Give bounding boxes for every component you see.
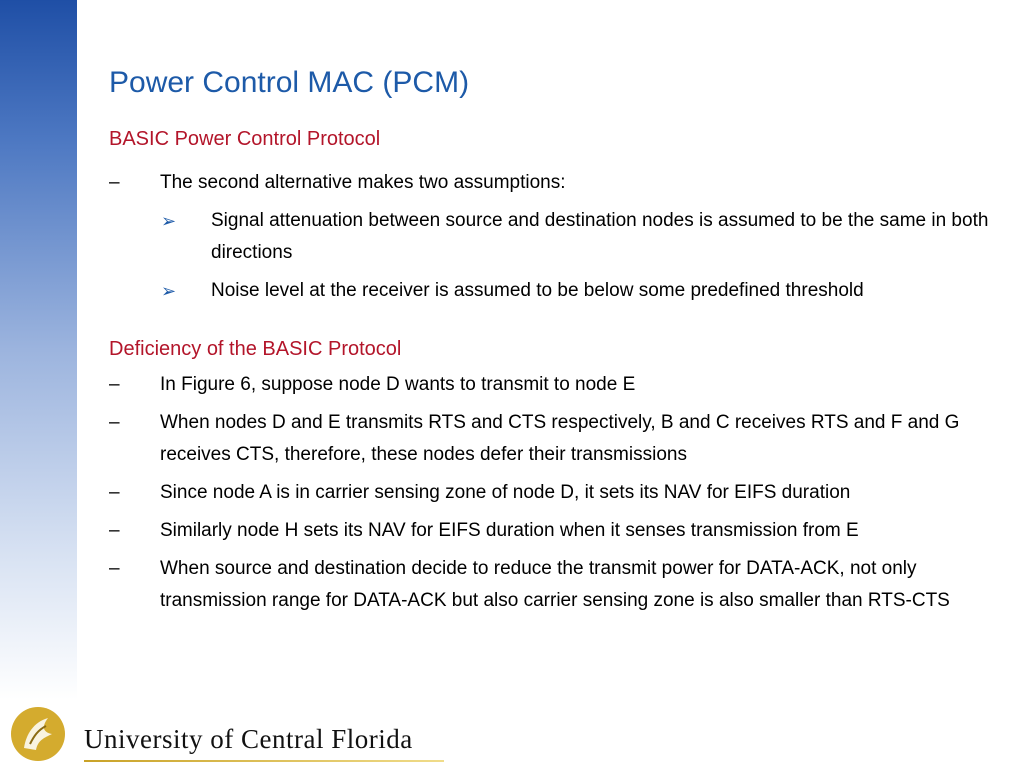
bullet-item (109, 369, 1014, 401)
footer (0, 698, 1024, 768)
bullet-item (109, 167, 1014, 199)
section-heading-deficiency: Deficiency of the BASIC Protocol (109, 338, 402, 360)
bullet-text: The second alternative makes two assumptions: (160, 172, 566, 193)
bullet-text: When source and destination decide to reduce the transmit power for DATA-ACK, not only transmission range for DATA-ACK but also carrier sensing zone is also smaller than RTS-CTS (160, 558, 950, 611)
bullet-item (109, 515, 1014, 547)
dash-marker: – (109, 558, 120, 579)
footer-divider (84, 760, 444, 762)
slide-title: Power Control MAC (PCM) (109, 66, 470, 99)
bullet-item (109, 553, 1014, 617)
university-name: University of Central Florida (84, 724, 413, 754)
bullet-text: Similarly node H sets its NAV for EIFS duration when it senses transmission from E (160, 520, 859, 541)
dash-marker: – (109, 374, 120, 395)
arrow-bullet-icon: ➢ (161, 281, 177, 301)
arrow-bullet-icon: ➢ (161, 211, 177, 231)
section-heading-basic: BASIC Power Control Protocol (109, 128, 381, 150)
dash-marker: – (109, 172, 120, 193)
bullet-item (109, 407, 1014, 471)
dash-marker: – (109, 482, 120, 503)
subbullet-item (109, 275, 1014, 307)
bullet-text: Since node A is in carrier sensing zone of node D, it sets its NAV for EIFS duration (160, 482, 851, 503)
bullet-text: When nodes D and E transmits RTS and CTS respectively, B and C receives RTS and F and G receives CTS, therefore, these nodes defer their transmissions (160, 412, 960, 465)
side-gradient-bar (0, 0, 77, 700)
dash-marker: – (109, 520, 120, 541)
dash-marker: – (109, 412, 120, 433)
subbullet-text: Noise level at the receiver is assumed to be below some predefined threshold (211, 280, 864, 301)
pegasus-logo-icon (8, 704, 68, 764)
slide-content (109, 125, 1014, 617)
bullet-item (109, 477, 1014, 509)
subbullet-item (109, 205, 1014, 269)
bullet-text: In Figure 6, suppose node D wants to transmit to node E (160, 374, 636, 395)
subbullet-text: Signal attenuation between source and destination nodes is assumed to be the same in both directions (211, 210, 989, 263)
